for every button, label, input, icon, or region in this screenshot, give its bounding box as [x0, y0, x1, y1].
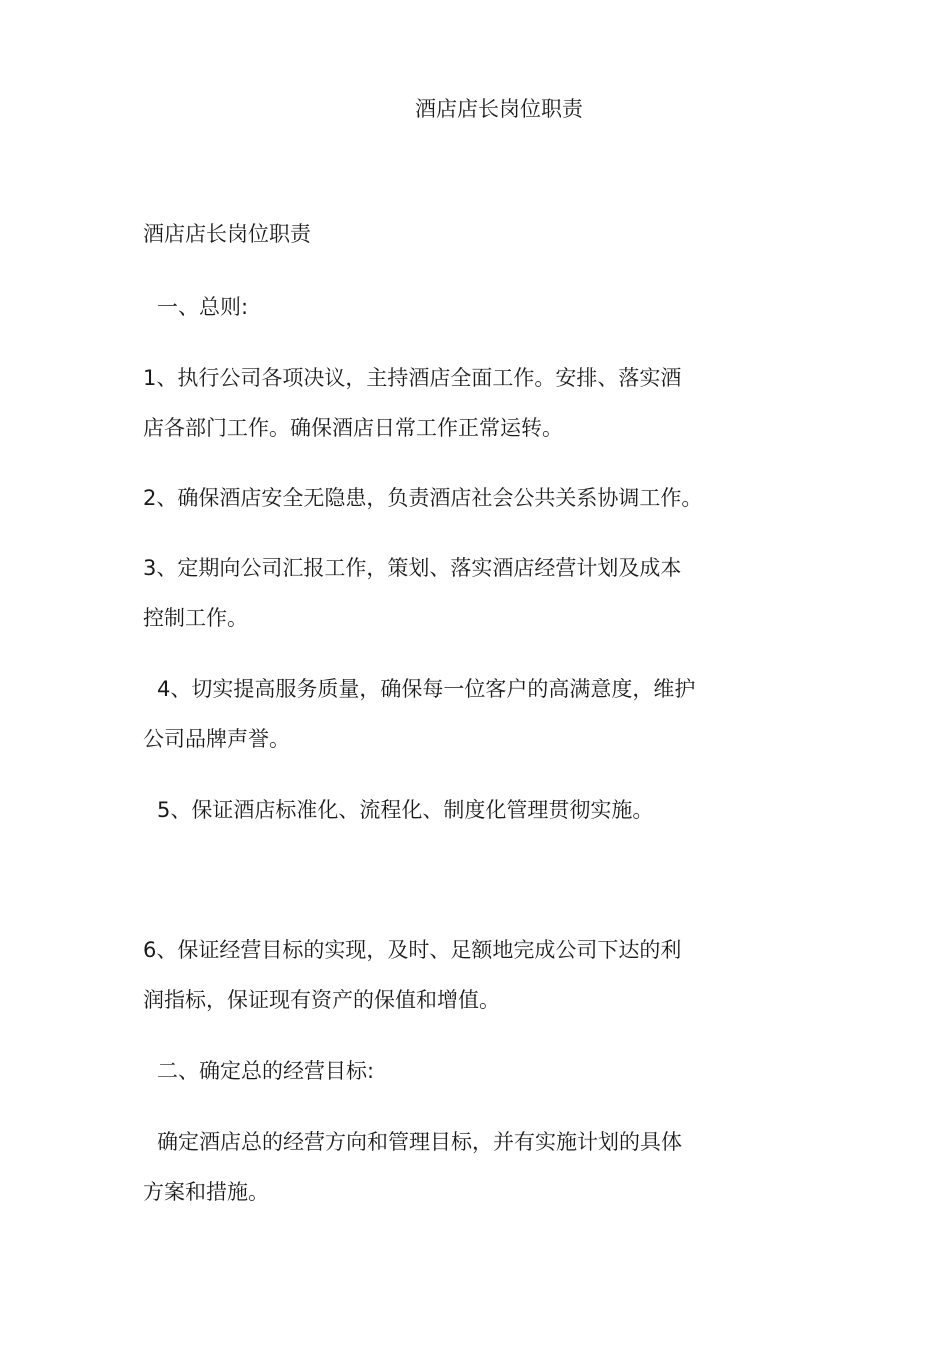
paragraph-line: 公司品牌声誉。 — [143, 727, 290, 751]
subsection-heading: 一、总则: — [157, 295, 249, 319]
paragraph-line: 控制工作。 — [143, 606, 248, 630]
paragraph-line: 确定酒店总的经营方向和管理目标，并有实施计划的具体 — [157, 1130, 682, 1154]
subsection-heading: 二、确定总的经营目标: — [157, 1059, 375, 1083]
paragraph-line: 店各部门工作。确保酒店日常工作正常运转。 — [143, 416, 563, 440]
paragraph-line: 1、执行公司各项决议，主持酒店全面工作。安排、落实酒 — [143, 366, 682, 390]
paragraph-line: 4、切实提高服务质量，确保每一位客户的高满意度，维护 — [157, 677, 696, 701]
paragraph-line: 2、确保酒店安全无隐患，负责酒店社会公共关系协调工作。 — [143, 486, 703, 510]
page-title: 酒店店长岗位职责 — [415, 97, 583, 121]
paragraph-line: 方案和措施。 — [143, 1180, 269, 1204]
section-heading: 酒店店长岗位职责 — [143, 222, 311, 246]
paragraph-line: 5、保证酒店标准化、流程化、制度化管理贯彻实施。 — [157, 798, 654, 822]
paragraph-line: 3、定期向公司汇报工作，策划、落实酒店经营计划及成本 — [143, 556, 682, 580]
paragraph-line: 6、保证经营目标的实现，及时、足额地完成公司下达的利 — [143, 938, 682, 962]
paragraph-line: 润指标，保证现有资产的保值和增值。 — [143, 988, 500, 1012]
